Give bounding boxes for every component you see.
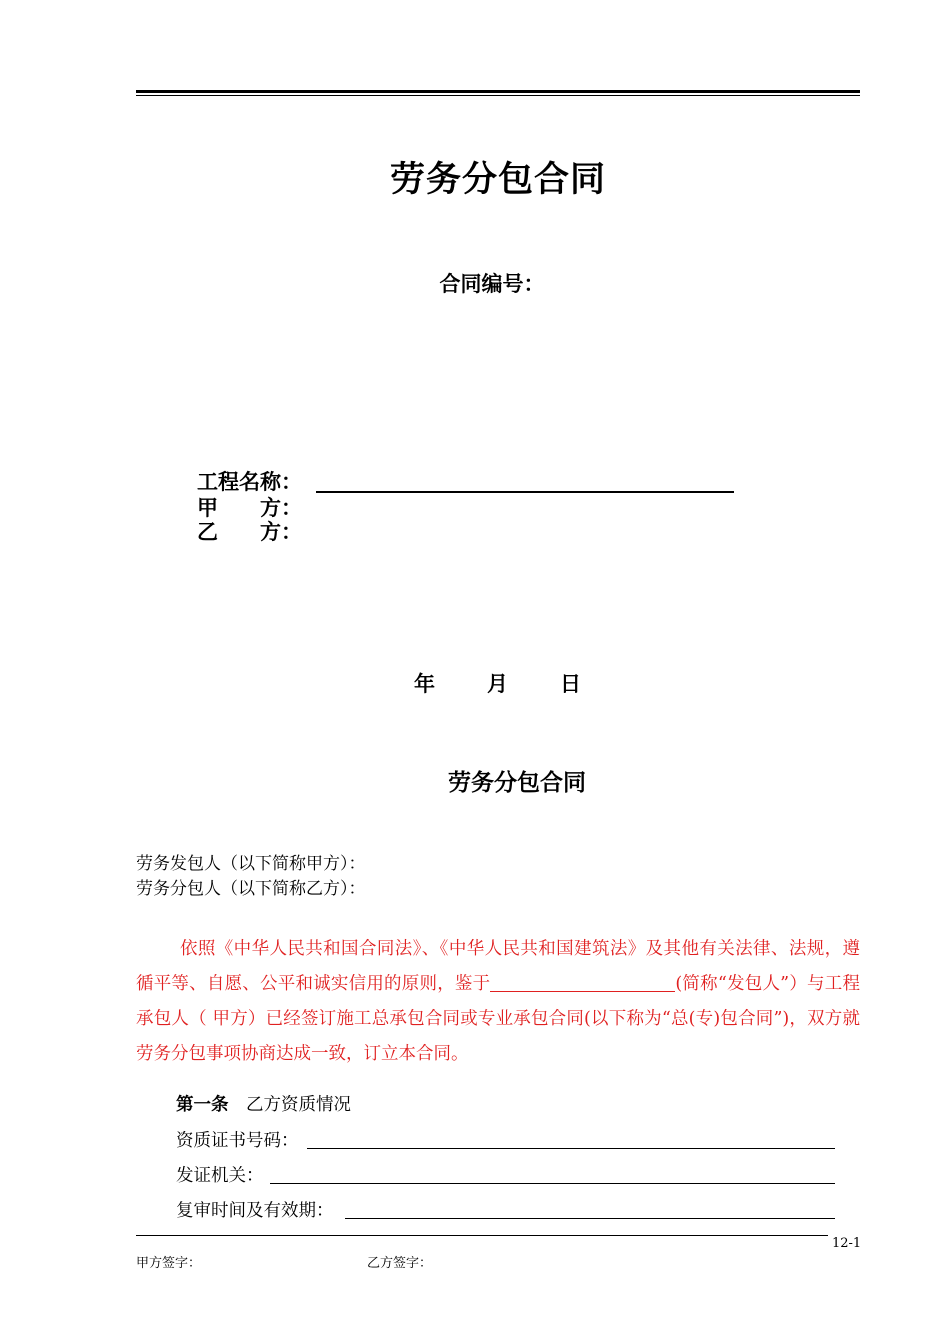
- party-b-signature: 乙方签字：: [367, 1256, 433, 1271]
- body-title: 劳务分包合同: [448, 770, 586, 796]
- party-a-label: 甲 方：: [197, 496, 302, 520]
- date-day: 日: [560, 672, 581, 696]
- party-b-label: 乙 方：: [197, 520, 302, 544]
- subcontractor-line: 劳务分包人（以下简称乙方）：: [136, 879, 366, 899]
- intro-text-part1: 依照《中华人民共和国合同法》、《中华人民共和国建筑法》及其他有关法律、法规，遵循平等、自愿、公平和诚实信用的原则，鉴于: [136, 939, 860, 994]
- cert-number-underline: [307, 1148, 835, 1149]
- header-rule-thick: [136, 90, 860, 93]
- review-underline: [345, 1218, 835, 1219]
- footer-rule: [136, 1235, 828, 1236]
- project-name-label: 工程名称：: [197, 470, 302, 494]
- article-1-heading: [176, 1093, 351, 1117]
- contractor-line: 劳务发包人（以下简称甲方）：: [136, 854, 366, 874]
- contract-number-label: 合同编号：: [439, 272, 545, 296]
- developer-blank: [490, 971, 675, 992]
- cover-title: 劳务分包合同: [389, 160, 606, 200]
- page-number: 12-1: [832, 1236, 862, 1251]
- project-name-underline: [316, 491, 734, 493]
- review-label: 复审时间及有效期：: [176, 1201, 334, 1221]
- party-a-signature: 甲方签字：: [136, 1256, 202, 1271]
- intro-paragraph: [136, 932, 860, 1072]
- issuer-underline: [270, 1183, 835, 1184]
- date-month: 月: [487, 672, 508, 696]
- article-1-title: 乙方资质情况: [246, 1095, 351, 1115]
- cert-number-label: 资质证书号码：: [176, 1131, 299, 1151]
- date-year: 年: [414, 672, 435, 696]
- issuer-label: 发证机关：: [176, 1166, 264, 1186]
- article-1-number: 第一条: [176, 1095, 229, 1115]
- intro-text-part2: (简称“发包人”）与工程承包人（ 甲方）已经签订施工总承包合同或专业承包合同(以下称为“总(专)包合同”)，双方就劳务分包事项协商达成一致，订立本合同。: [136, 974, 860, 1064]
- header-rule-thin: [136, 95, 860, 96]
